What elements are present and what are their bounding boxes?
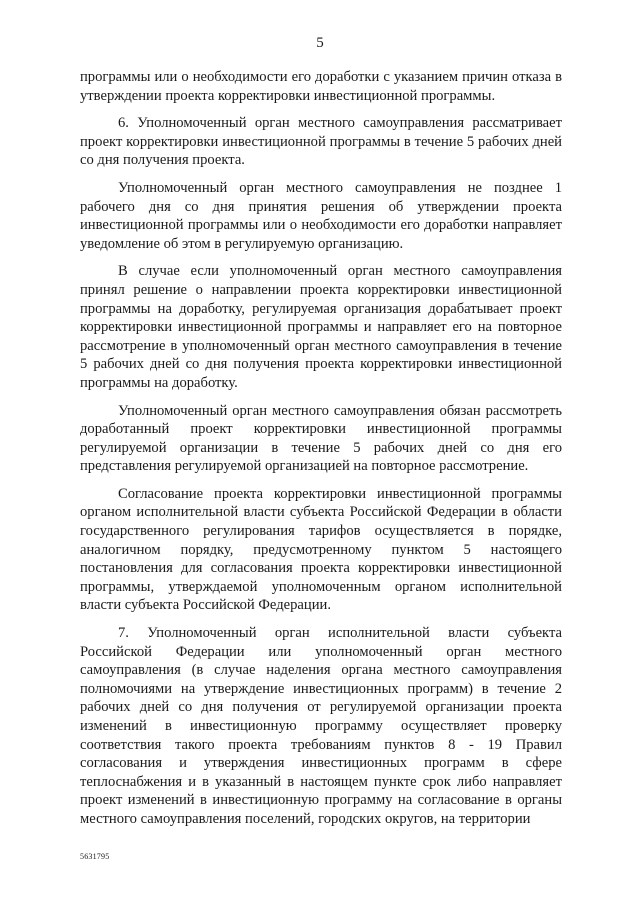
document-code: 5631795 [80, 852, 110, 861]
paragraph-continuation: программы или о необходимости его доработки с указанием причин отказа в утверждении проекта корректировки инвестиционной программы. [80, 69, 562, 104]
paragraph-item-7: 7. Уполномоченный орган исполнительной власти субъекта Российской Федерации или уполномоченный орган местного самоуправления (в случае наделения органа местного самоуправления полномочиями на утверждение инвестиционных программ) в течение 2 рабочих дней со дня получения от регулируемой организации проекта изменений в инвестиционную программу осуществляет проверку соответствия такого проекта требованиям пунктов 8 - 19 Правил согласования и утверждения инвестиционных программ в сфере теплоснабжения и в указанный в настоящем пункте срок либо направляет проект изменений в инвестиционную программу на согласование в органы местного самоуправления поселений, городских округов, на территории [80, 625, 562, 827]
paragraph-revision: В случае если уполномоченный орган местного самоуправления принял решение о направлении проекта корректировки инвестиционной программы на доработку, регулируемая организация дорабатывает проект корректировки инвестиционной программы и направляет его на повторное рассмотрение в уполномоченный орган местного самоуправления в течение 5 рабочих дней со дня получения проекта корректировки инвестиционной программы на доработку. [80, 263, 562, 391]
paragraph-notification: Уполномоченный орган местного самоуправления не позднее 1 рабочего дня со дня принятия решения об утверждении проекта инвестиционной программы или о необходимости его доработки направляет уведомление об этом в регулируемую организацию. [80, 179, 562, 252]
page-number: 5 [316, 35, 324, 51]
document-body [80, 68, 562, 838]
paragraph-approval: Согласование проекта корректировки инвестиционной программы органом исполнительной власти субъекта Российской Федерации в области государственного регулирования тарифов осуществляется в порядке, аналогичном порядку, предусмотренному пунктом 5 настоящего постановления для согласования проекта корректировки инвестиционной программы, утверждаемой уполномоченным органом исполнительной власти субъекта Российской Федерации. [80, 485, 562, 614]
paragraph-item-6: 6. Уполномоченный орган местного самоуправления рассматривает проект корректировки инвестиционной программы в течение 5 рабочих дней со дня получения проекта. [80, 115, 562, 169]
paragraph-review-obligation: Уполномоченный орган местного самоуправления обязан рассмотреть доработанный проект корректировки инвестиционной программы регулируемой организации в течение 5 рабочих дней со дня его представления регулируемой организацией на повторное рассмотрение. [80, 402, 562, 475]
